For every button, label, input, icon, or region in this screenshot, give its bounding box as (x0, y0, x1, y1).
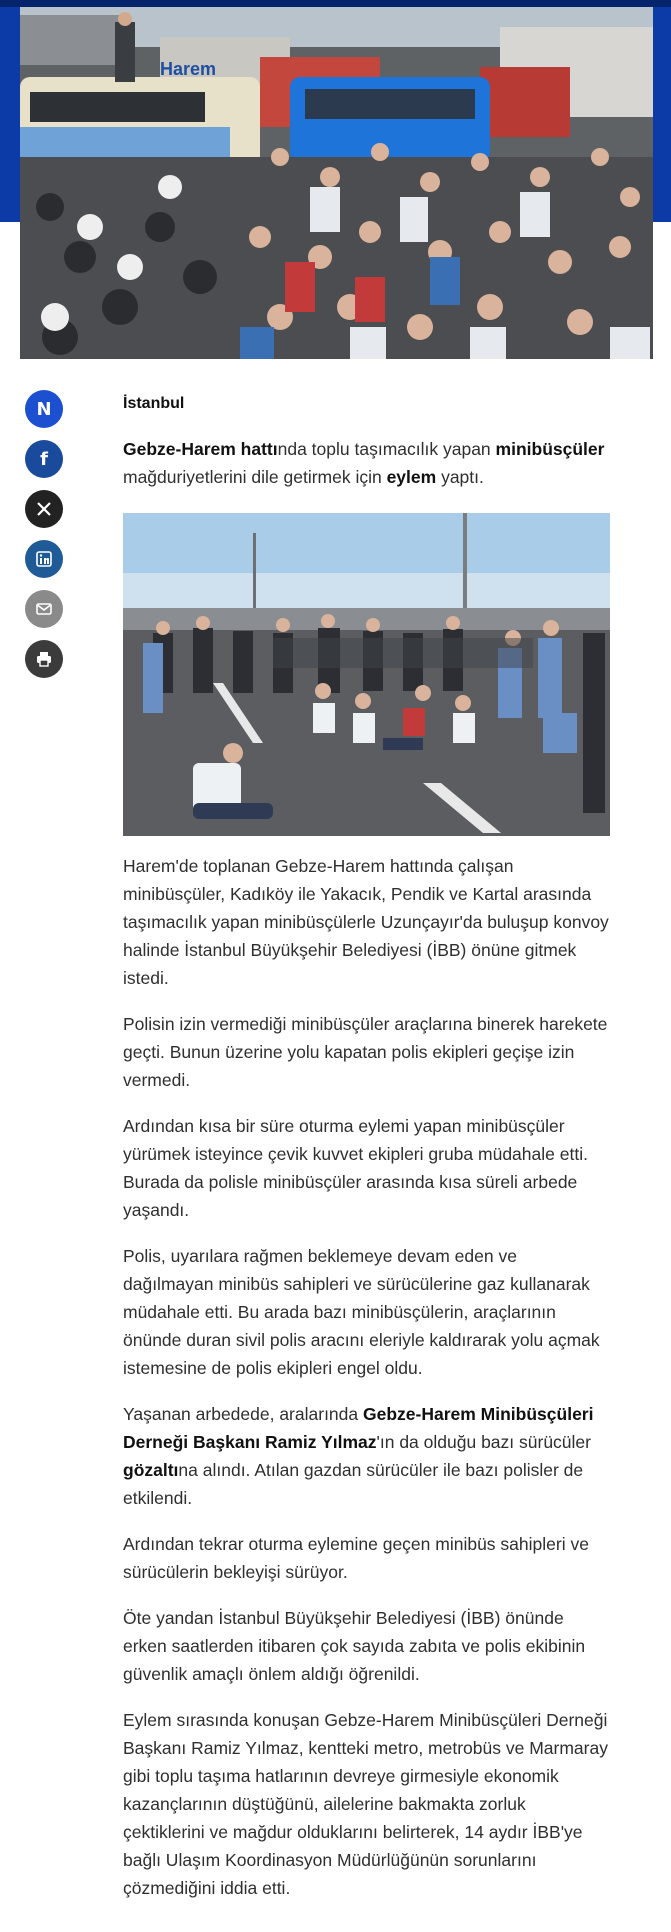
n-share-button[interactable] (25, 390, 63, 428)
p5-bold-2: gözaltı (123, 1460, 179, 1480)
print-button[interactable] (25, 640, 63, 678)
email-icon (34, 599, 54, 619)
lead-bold-1: Gebze-Harem hattı (123, 439, 278, 459)
print-icon (34, 649, 54, 669)
facebook-share-button[interactable] (25, 440, 63, 478)
p5-text-2: 'ın da olduğu bazı sürücüler (376, 1432, 591, 1452)
p5-bold-1: Gebze-Harem Minibüsçüleri Derneği Başkanı Ramiz Yılmaz (123, 1404, 594, 1452)
lead-text-1: nda toplu taşımacılık yapan (277, 439, 496, 459)
paragraph-3: Ardından kısa bir süre oturma eylemi yapan minibüsçüler yürümek isteyince çevik kuvvet ekipleri gruba müdahale etti. Burada da polisle minibüsçüler arasında kısa süreli arbede yaşandı. (123, 1116, 588, 1220)
p5-text-1: Yaşanan arbedede, aralarında (123, 1404, 363, 1424)
x-icon (34, 499, 54, 519)
linkedin-share-button[interactable] (25, 540, 63, 578)
lead-text-3: yaptı. (436, 467, 484, 487)
share-bar (25, 390, 65, 690)
paragraph-7: Öte yandan İstanbul Büyükşehir Belediyesi (İBB) önünde erken saatlerden itibaren çok sayıda zabıta ve polis ekibinin güvenlik amaçlı önlem aldığı öğrenildi. (123, 1608, 586, 1684)
email-share-button[interactable] (25, 590, 63, 628)
x-share-button[interactable] (25, 490, 63, 528)
svg-text:Harem: Harem (160, 59, 217, 79)
paragraph-4: Polis, uyarılara rağmen beklemeye devam eden ve dağılmayan minibüs sahipleri ve sürücülerine gaz kullanarak müdahale etti. Bu arada bazı minibüsçülerin, araçlarının önünde duran sivil polis aracını eleriyle kaldırarak yolu açmak istemesine de polis ekipleri engel oldu. (123, 1246, 600, 1378)
article-photo (123, 513, 610, 836)
lead-bold-3: eylem (386, 467, 437, 487)
paragraph-8: Eylem sırasında konuşan Gebze-Harem Minibüsçüleri Derneği Başkanı Ramiz Yılmaz, kentteki metro, metrobüs ve Marmaray gibi toplu taşıma hatlarının devreye girmesiyle ekonomik kazançlarının düştüğünü, ailelerine bakmakta zorluk çektiklerini ve mağdur olduklarını belirterek, 14 aydır İBB'ye bağlı Ulaşım Koordinasyon Müdürlüğünün sorunlarını çözmediğini iddia etti. (123, 1710, 608, 1898)
facebook-icon: f (40, 448, 48, 470)
lead-paragraph (123, 435, 610, 491)
lead-bold-2: minibüsçüler (495, 439, 605, 459)
paragraph-1: Harem'de toplanan Gebze-Harem hattında çalışan minibüsçüler, Kadıköy ile Yakacık, Pendik ve Kartal arasında taşımacılık yapan minibüsçülerle Uzunçayır'da buluşup konvoy halinde İstanbul Büyükşehir Belediyesi (İBB) önüne gitmek istedi. (123, 856, 609, 988)
lead-text-2: mağduriyetlerini dile getirmek için (123, 467, 387, 487)
dateline-location: İstanbul (123, 395, 185, 412)
p5-text-3: na alındı. Atılan gazdan sürücüler ile bazı polisler de etkilendi. (123, 1460, 584, 1508)
article-body (123, 395, 610, 1920)
paragraph-2: Polisin izin vermediği minibüsçüler araçlarına binerek harekete geçti. Bunun üzerine yolu kapatan polis ekipleri geçişe izin vermedi. (123, 1014, 608, 1090)
n-icon: N (36, 398, 52, 420)
linkedin-icon (34, 549, 54, 569)
paragraph-6: Ardından tekrar oturma eylemine geçen minibüs sahipleri ve sürücülerin bekleyişi sürüyor. (123, 1534, 589, 1582)
paragraph-5 (123, 1400, 610, 1512)
hero-photo (20, 7, 653, 359)
